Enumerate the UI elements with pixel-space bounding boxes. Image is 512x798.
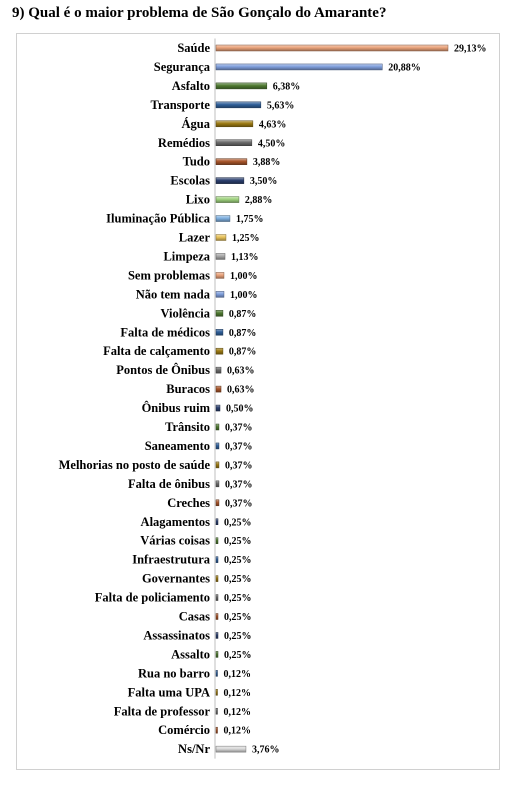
bar (216, 102, 261, 108)
value-label: 29,13% (454, 43, 487, 55)
value-label: 0,63% (227, 365, 255, 377)
bar (216, 197, 239, 203)
value-label: 0,37% (224, 422, 253, 434)
category-label: Lazer (178, 230, 210, 245)
category-label: Pontos de Ônibus (116, 363, 210, 378)
value-label: 0,37% (224, 498, 253, 510)
value-label: 1,75% (235, 214, 264, 226)
chart-title: 9) Qual é o maior problema de São Gonçalo do Amarante? (12, 5, 387, 21)
value-label: 3,88% (252, 157, 281, 169)
value-label: 0,25% (223, 593, 252, 605)
bar (216, 272, 224, 278)
bar (216, 632, 218, 638)
category-label: Rua no barro (137, 666, 210, 681)
bar (216, 348, 223, 354)
bar (216, 614, 218, 620)
bar (216, 481, 219, 487)
category-label: Falta de professor (113, 704, 210, 719)
value-label: 0,25% (223, 649, 252, 661)
category-label: Falta uma UPA (127, 685, 210, 700)
category-label: Segurança (153, 59, 210, 74)
value-label: 5,63% (266, 100, 295, 112)
value-label: 0,25% (223, 574, 252, 586)
value-label: 0,37% (224, 479, 253, 491)
category-label: Tudo (182, 154, 210, 169)
value-label: 6,38% (272, 81, 301, 93)
bar (216, 727, 218, 733)
bar (216, 746, 246, 752)
bar (216, 651, 218, 657)
value-label: 0,12% (223, 706, 251, 718)
value-label: 0,25% (223, 555, 252, 567)
bar (216, 178, 244, 184)
category-label: Assassinatos (143, 628, 210, 643)
value-label: 0,87% (228, 346, 257, 358)
category-label: Não tem nada (135, 287, 210, 302)
value-label: 0,63% (227, 384, 255, 396)
category-label: Várias coisas (140, 533, 210, 548)
value-label: 2,88% (244, 195, 273, 207)
bar (216, 329, 223, 335)
bar (216, 670, 218, 676)
bar (216, 424, 219, 430)
value-label: 0,25% (223, 536, 252, 548)
value-label: 0,25% (223, 630, 252, 642)
category-label: Sem problemas (127, 268, 210, 283)
value-label: 0,37% (224, 460, 253, 472)
category-label: Transporte (150, 97, 210, 112)
category-label: Ns/Nr (178, 742, 210, 757)
value-label: 0,37% (224, 441, 253, 453)
chart-frame (16, 33, 500, 770)
category-label: Limpeza (163, 249, 210, 264)
category-label: Infraestrutura (132, 552, 210, 567)
bar-chart (17, 34, 501, 771)
value-label: 1,25% (231, 233, 260, 244)
category-label: Melhorias no posto de saúde (58, 457, 210, 472)
bar (216, 121, 253, 127)
value-label: 0,50% (225, 403, 254, 415)
category-label: Água (181, 116, 210, 131)
bar (216, 405, 220, 411)
category-label: Falta de ônibus (128, 476, 210, 491)
category-label: Escolas (170, 173, 210, 188)
bar (216, 557, 218, 563)
value-label: 0,87% (228, 327, 257, 339)
bar (216, 253, 225, 259)
category-label: Saúde (177, 41, 210, 55)
bar (216, 159, 247, 165)
category-label: Ônibus ruim (141, 401, 210, 416)
bar (216, 45, 448, 51)
category-label: Violência (160, 306, 210, 321)
category-label: Alagamentos (140, 514, 210, 529)
value-label: 4,63% (258, 119, 287, 131)
bar (216, 576, 218, 582)
category-label: Governantes (141, 571, 210, 586)
category-label: Comércio (158, 723, 210, 738)
value-label: 3,50% (249, 176, 278, 188)
category-label: Falta de calçamento (103, 344, 210, 359)
value-label: 1,13% (230, 251, 259, 263)
value-label: 0,12% (223, 668, 251, 680)
category-label: Assalto (171, 647, 210, 662)
bar (216, 689, 218, 695)
category-label: Creches (167, 495, 210, 510)
value-label: 1,00% (229, 270, 258, 282)
bar (216, 386, 221, 392)
bar (216, 235, 226, 241)
category-label: Iluminação Pública (106, 211, 210, 226)
category-label: Trânsito (165, 420, 210, 434)
category-label: Lixo (185, 192, 210, 207)
bar (216, 291, 224, 297)
category-label: Asfalto (171, 78, 210, 93)
bar (216, 216, 230, 222)
category-label: Falta de policiamento (94, 590, 210, 605)
bar (216, 462, 219, 468)
category-label: Remédios (157, 135, 210, 150)
value-label: 0,87% (228, 308, 257, 320)
value-label: 0,12% (223, 725, 251, 737)
bar (216, 83, 267, 89)
bar (216, 310, 223, 316)
bar (216, 64, 382, 70)
category-label: Buracos (166, 382, 210, 397)
bar (216, 500, 219, 506)
category-label: Falta de médicos (120, 325, 210, 340)
bar (216, 443, 219, 449)
bar (216, 595, 218, 601)
value-label: 1,00% (229, 289, 258, 301)
bar (216, 140, 252, 146)
value-label: 0,25% (223, 612, 252, 623)
value-label: 20,88% (388, 62, 421, 74)
category-label: Casas (178, 609, 210, 624)
bar (216, 519, 218, 525)
category-label: Saneamento (144, 438, 210, 453)
bar (216, 367, 221, 373)
value-label: 3,76% (251, 744, 280, 756)
bar (216, 708, 218, 714)
bar (216, 538, 218, 544)
value-label: 0,12% (223, 687, 251, 699)
value-label: 0,25% (223, 517, 252, 529)
value-label: 4,50% (257, 138, 286, 150)
